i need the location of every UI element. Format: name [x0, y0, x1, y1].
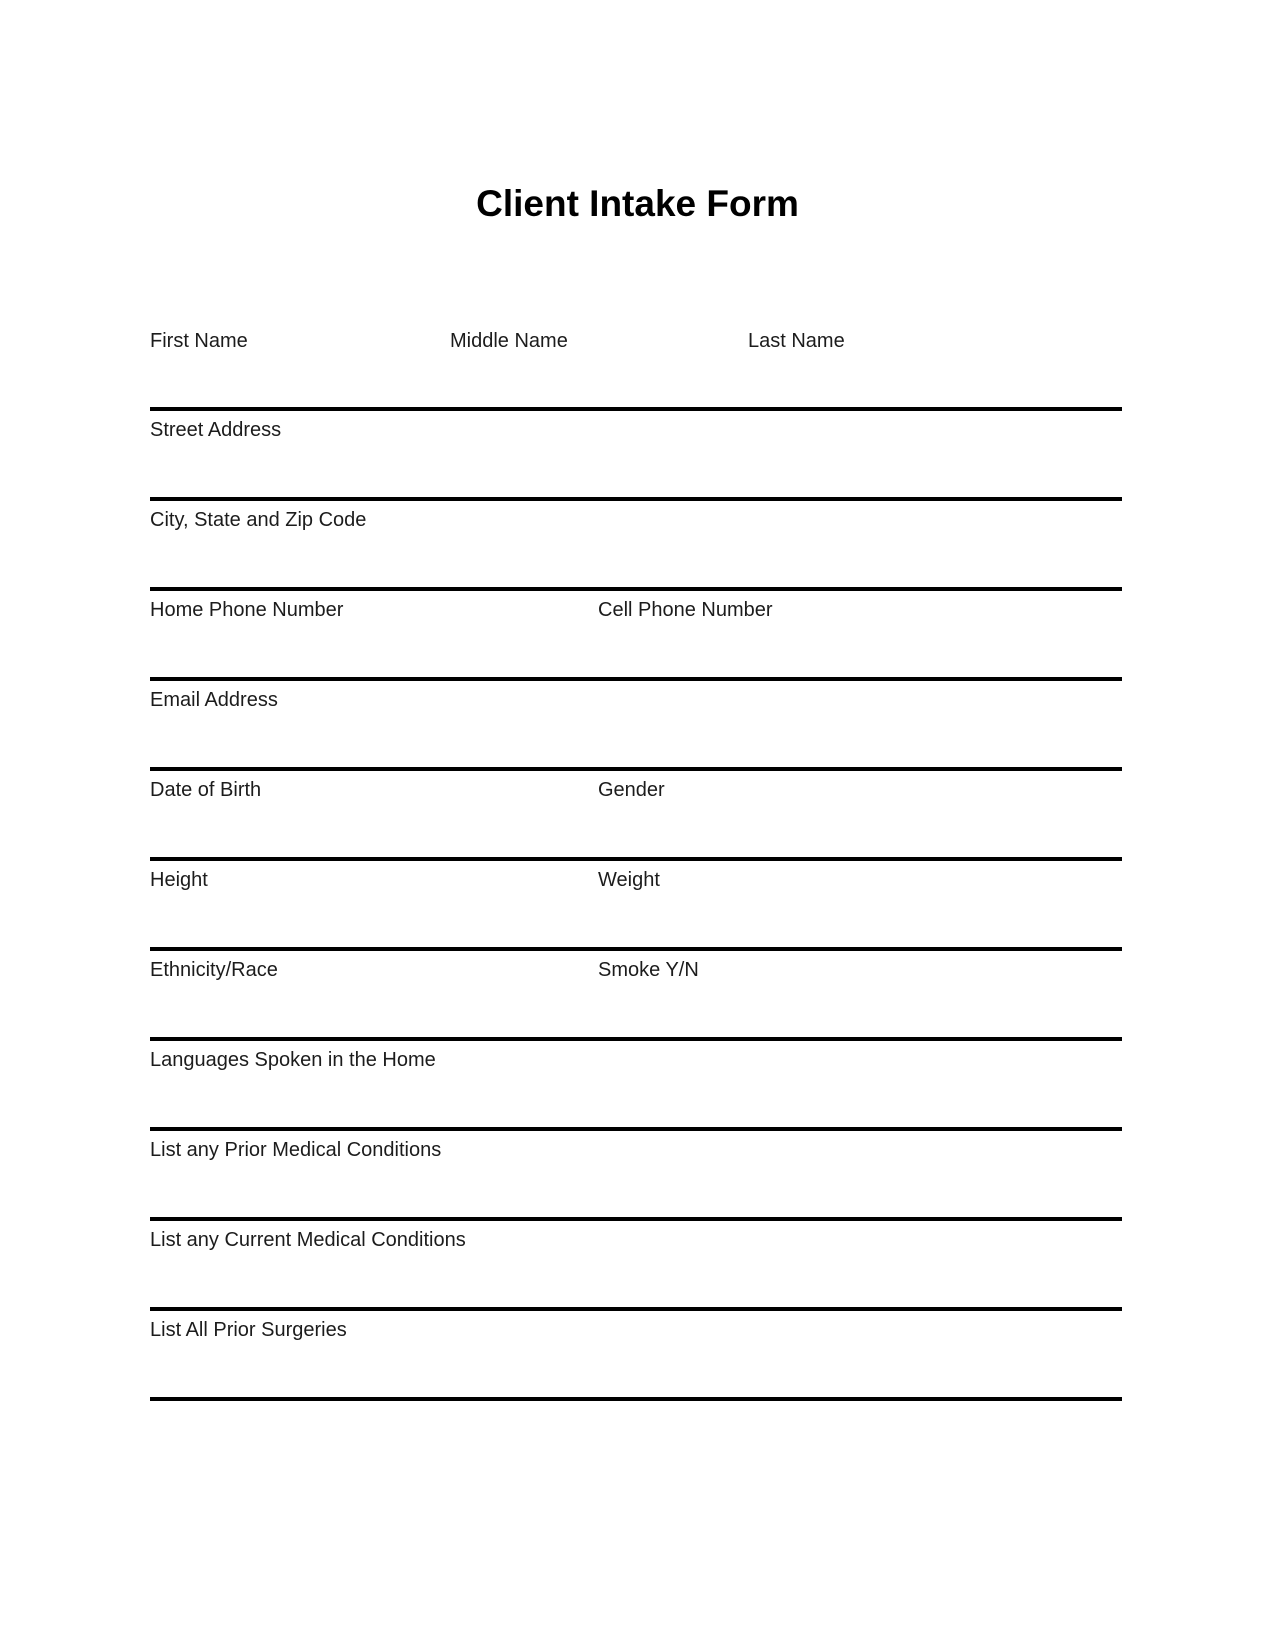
- city-state-zip-label: City, State and Zip Code: [150, 509, 367, 531]
- home-phone-label: Home Phone Number: [150, 599, 344, 621]
- languages-row: [150, 1047, 1122, 1073]
- first-name-label: First Name: [150, 330, 248, 352]
- last-name-label: Last Name: [748, 330, 845, 352]
- languages-writing-line: [150, 1127, 1122, 1131]
- email-row: [150, 687, 1122, 713]
- email-label: Email Address: [150, 689, 278, 711]
- street-address-label: Street Address: [150, 419, 282, 441]
- cell-phone-label: Cell Phone Number: [598, 599, 773, 621]
- phone-numbers-row: [150, 597, 1122, 623]
- name-labels-row: [150, 328, 1122, 354]
- city-state-zip-row: [150, 507, 1122, 533]
- ethnicity-race-label: Ethnicity/Race: [150, 959, 278, 981]
- dob-gender-writing-line: [150, 857, 1122, 861]
- ethnicity-smoke-writing-line: [150, 1037, 1122, 1041]
- prior-medical-row: [150, 1137, 1122, 1163]
- phone-writing-line: [150, 677, 1122, 681]
- smoke-label: Smoke Y/N: [598, 959, 699, 981]
- current-medical-writing-line: [150, 1307, 1122, 1311]
- prior-medical-writing-line: [150, 1217, 1122, 1221]
- height-label: Height: [150, 869, 208, 891]
- email-writing-line: [150, 767, 1122, 771]
- date-of-birth-label: Date of Birth: [150, 779, 262, 801]
- middle-name-label: Middle Name: [450, 330, 568, 352]
- prior-surgeries-writing-line: [150, 1397, 1122, 1401]
- weight-label: Weight: [598, 869, 660, 891]
- height-weight-writing-line: [150, 947, 1122, 951]
- current-medical-row: [150, 1227, 1122, 1253]
- street-address-writing-line: [150, 497, 1122, 501]
- prior-medical-label: List any Prior Medical Conditions: [150, 1139, 442, 1161]
- height-weight-row: [150, 867, 1122, 893]
- city-state-zip-writing-line: [150, 587, 1122, 591]
- gender-label: Gender: [598, 779, 665, 801]
- ethnicity-smoke-row: [150, 957, 1122, 983]
- street-address-row: [150, 417, 1122, 443]
- current-medical-label: List any Current Medical Conditions: [150, 1229, 466, 1251]
- dob-gender-row: [150, 777, 1122, 803]
- prior-surgeries-label: List All Prior Surgeries: [150, 1319, 347, 1341]
- page-title: Client Intake Form: [476, 183, 799, 224]
- name-writing-line: [150, 407, 1122, 411]
- form-body: [150, 0, 1122, 1650]
- prior-surgeries-row: [150, 1317, 1122, 1343]
- languages-label: Languages Spoken in the Home: [150, 1049, 436, 1071]
